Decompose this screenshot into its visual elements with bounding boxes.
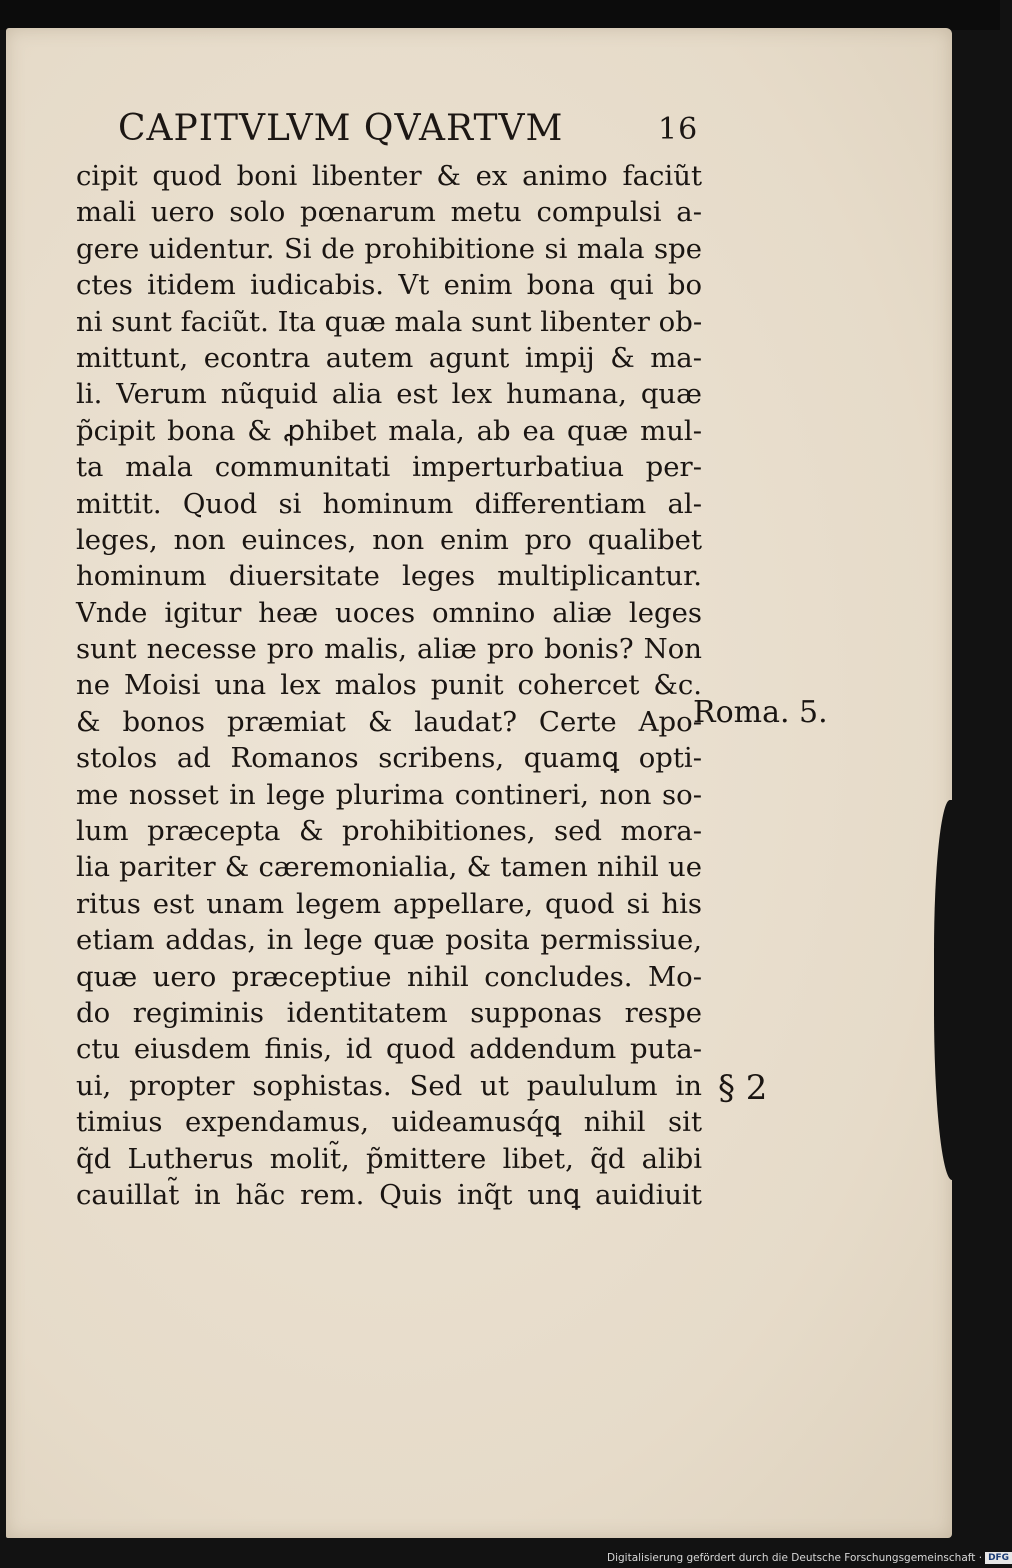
text-line: timius expendamus, uideamusq́ꝗ nihil sit <box>76 1106 702 1139</box>
text-line: ne Moisi una lex malos punit cohercet &c. <box>76 669 702 702</box>
text-line: me nosset in lege plurima contineri, non so- <box>76 778 702 811</box>
text-line: lum præcepta & prohibitiones, sed mora- <box>76 815 702 848</box>
marginal-note-roma: Roma. 5. <box>693 695 828 730</box>
scan-top-band <box>0 0 1000 30</box>
text-line: ctes itidem iudicabis. Vt enim bona qui bo <box>76 269 702 302</box>
text-line: ni sunt faciũt. Ita quæ mala sunt libenter ob- <box>76 305 703 338</box>
digitization-credit <box>607 1549 1010 1567</box>
marginal-note-section: § 2 <box>718 1068 768 1108</box>
text-line: mali uero solo pœnarum metu compulsi a- <box>76 196 702 229</box>
text-line: mittunt, econtra autem agunt impij & ma- <box>76 341 702 374</box>
text-line: q̃d Lutherus molit̃, p̃mittere libet, q̃d alibi <box>76 1142 702 1175</box>
credit-text: Digitalisierung gefördert durch die Deutsche Forschungsgemeinschaft · <box>607 1552 983 1564</box>
text-line: li. Verum nũquid alia est lex humana, quæ <box>76 378 702 411</box>
text-line: gere uidentur. Si de prohibitione si mala spe <box>76 232 702 265</box>
text-line: cauillat̃ in hãc rem. Quis inq̃t unꝗ auidiuit <box>76 1178 702 1211</box>
text-line: p̃cipit bona & ꝓhibet mala, ab ea quæ mul- <box>76 414 702 447</box>
text-line: ritus est unam legem appellare, quod si his <box>76 887 702 920</box>
body-text <box>76 158 702 1213</box>
folio-number: 16 <box>658 112 699 147</box>
text-line: quæ uero præceptiue nihil concludes. Mo- <box>76 960 702 993</box>
text-line: lia pariter & cæremonialia, & tamen nihil ue <box>76 851 702 884</box>
text-line: do regiminis identitatem supponas respe <box>76 996 702 1029</box>
text-line: ta mala communitati imperturbatiua per- <box>76 451 702 484</box>
text-line: stolos ad Romanos scribens, quamꝗ opti- <box>76 742 702 775</box>
page-edge-damage <box>934 800 974 1180</box>
text-line: ui, propter sophistas. Sed ut paululum in <box>76 1069 702 1102</box>
text-line: mittit. Quod si hominum differentiam al- <box>76 487 702 520</box>
text-line: cipit quod boni libenter & ex animo faciũt <box>76 160 702 192</box>
text-line: etiam addas, in lege quæ posita permissiue, <box>76 924 702 957</box>
text-line: sunt necesse pro malis, aliæ pro bonis? Non <box>76 633 702 666</box>
text-line: hominum diuersitate leges multiplicantur. <box>76 560 702 593</box>
text-line: leges, non euinces, non enim pro qualibet <box>76 523 702 556</box>
text-line: & bonos præmiat & laudat? Certe Apo- <box>76 705 702 738</box>
chapter-title: CAPITVLVM QVARTVM <box>118 108 564 149</box>
dfg-logo: DFG <box>985 1552 1012 1564</box>
text-line: ctu eiusdem finis, id quod addendum puta- <box>76 1033 702 1066</box>
running-header <box>118 108 718 149</box>
text-line: Vnde igitur heæ uoces omnino aliæ leges <box>76 596 702 629</box>
